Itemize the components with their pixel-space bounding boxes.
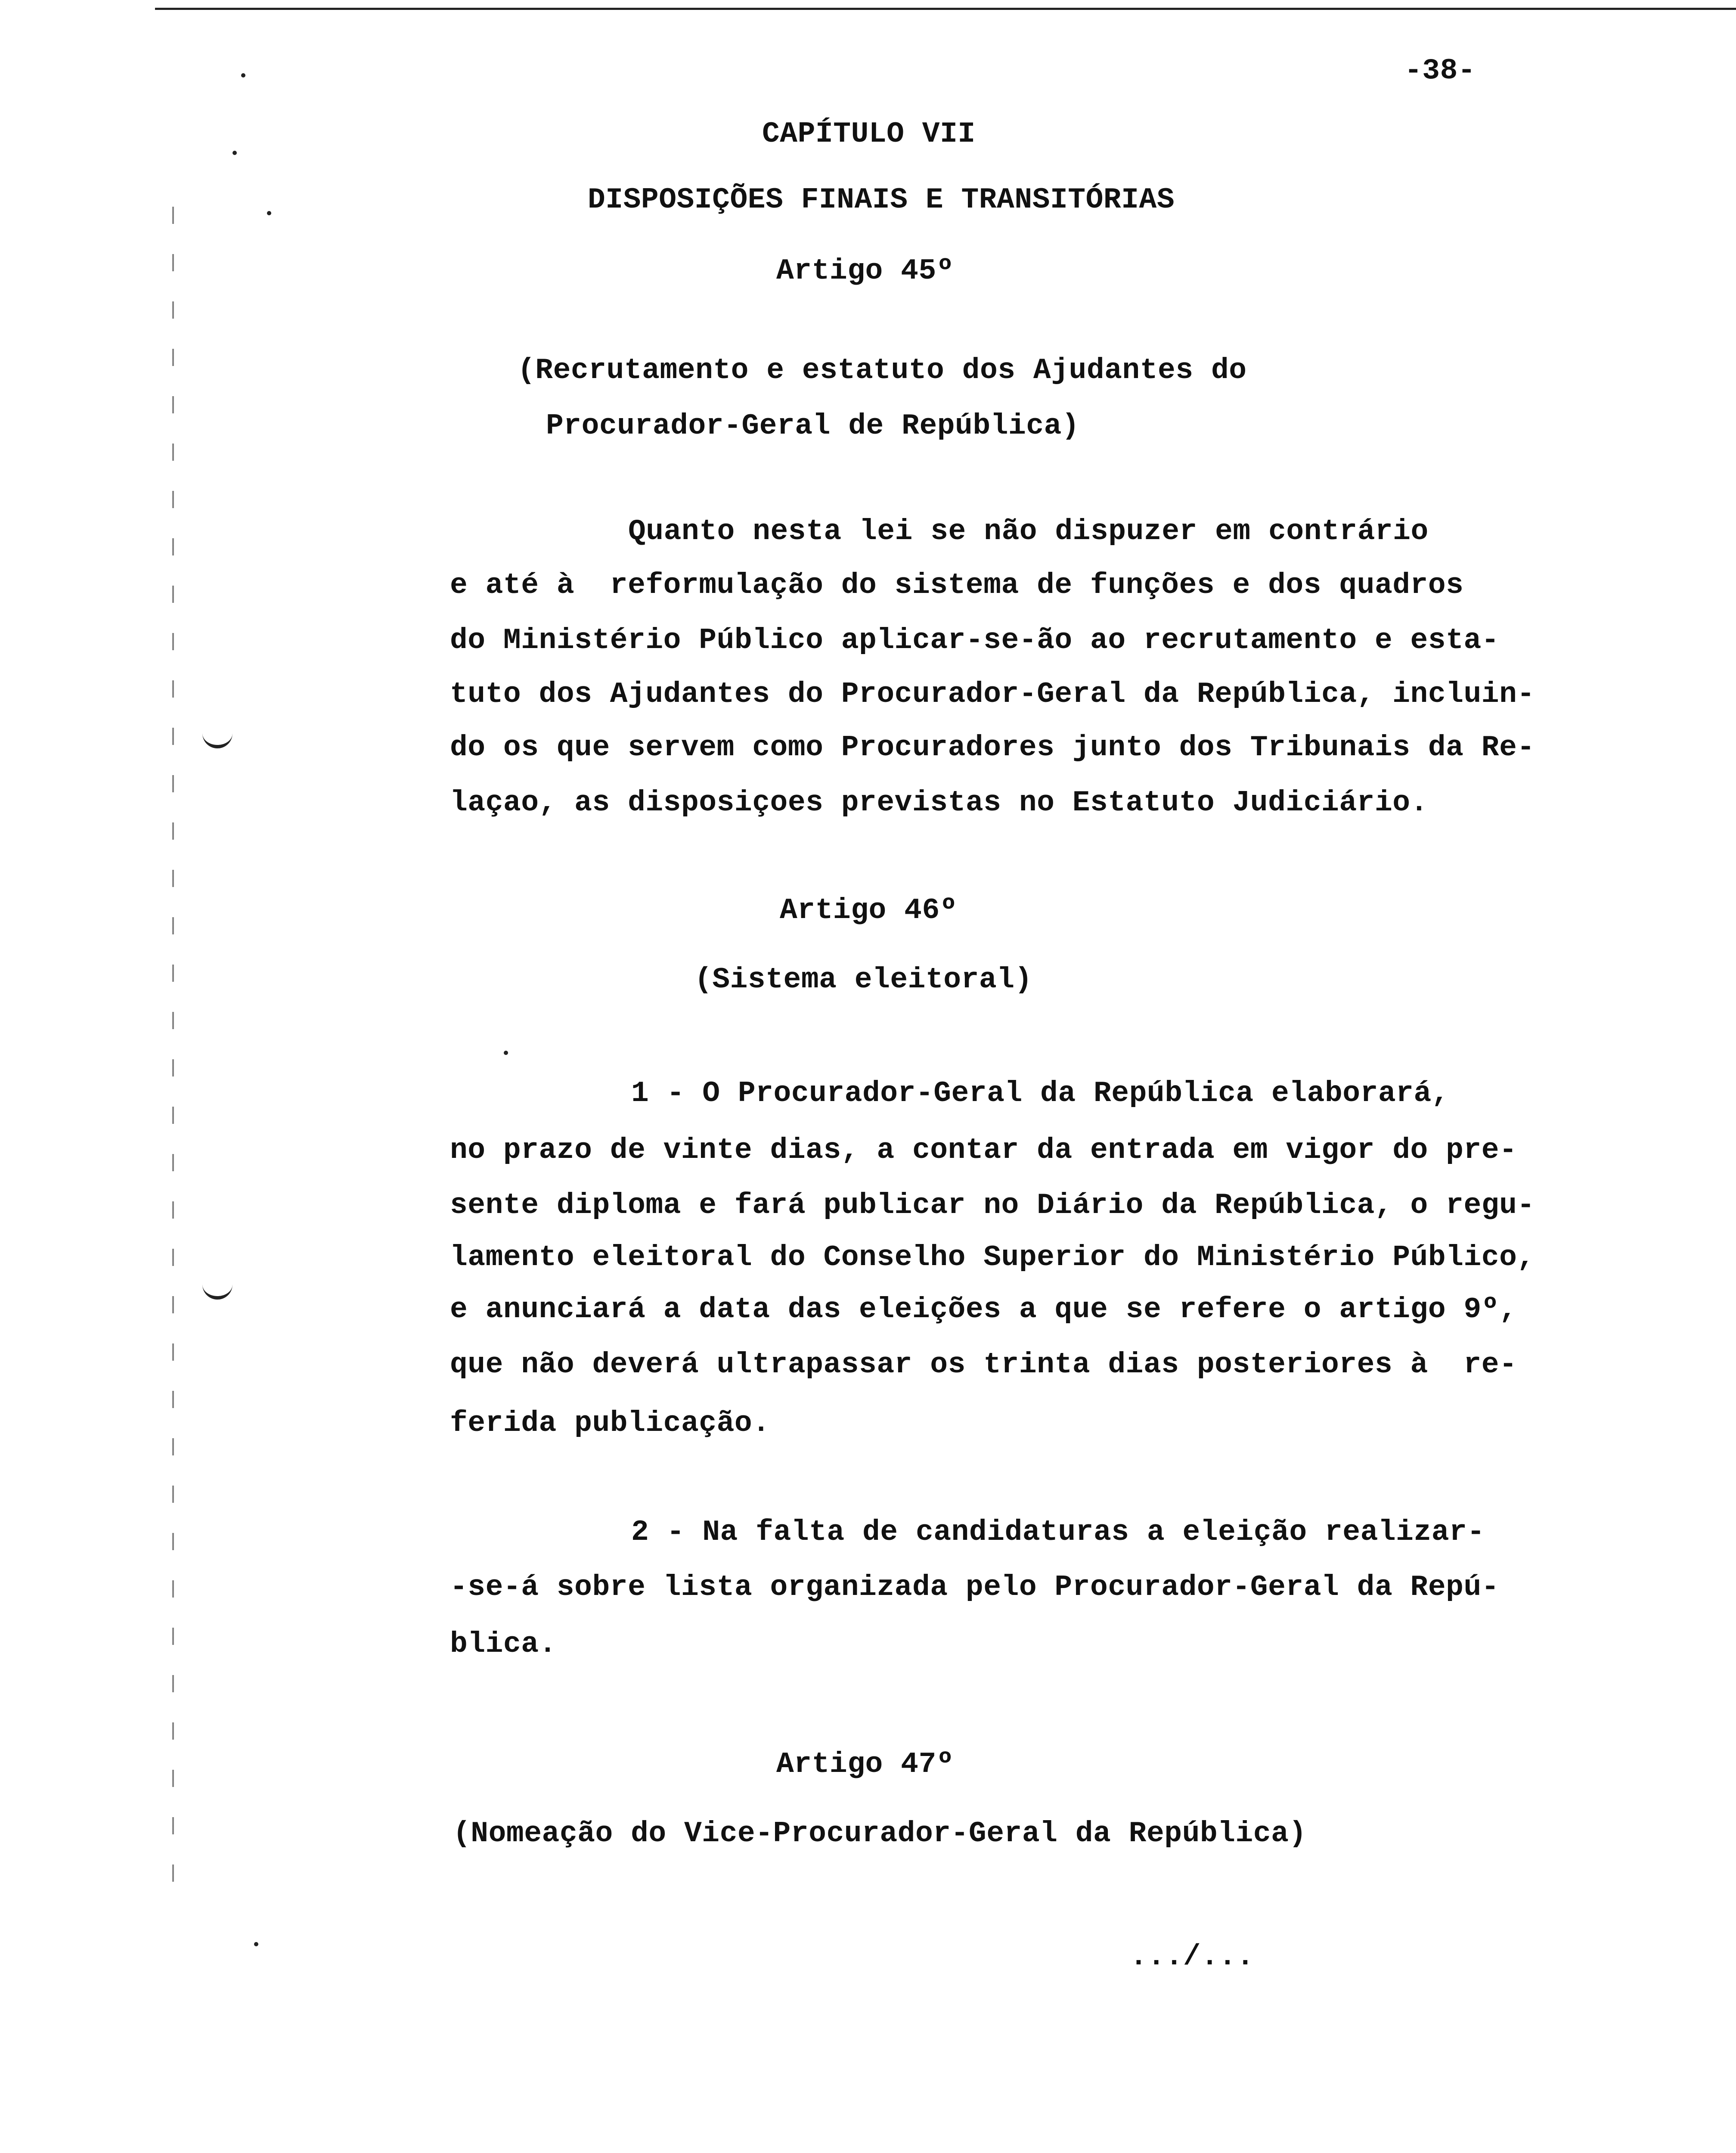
body-line: blica.	[450, 1628, 557, 1661]
body-line: ferida publicação.	[450, 1407, 770, 1440]
body-line: que não deverá ultrapassar os trinta dias posteriores à re-	[450, 1348, 1517, 1381]
body-line: 2 - Na falta de candidaturas a eleição realizar-	[631, 1516, 1485, 1549]
article-45-caption: Procurador-Geral de República)	[546, 410, 1080, 443]
body-line: tuto dos Ajudantes do Procurador-Geral da República, incluin-	[450, 678, 1535, 711]
body-line: 1 - O Procurador-Geral da República elaborará,	[631, 1077, 1450, 1110]
body-line: Quanto nesta lei se não dispuzer em contrário	[628, 515, 1429, 548]
body-line: laçao, as disposiçoes previstas no Estatuto Judiciário.	[450, 786, 1428, 819]
scan-top-edge	[155, 8, 1736, 10]
body-line: no prazo de vinte dias, a contar da entrada em vigor do pre-	[450, 1134, 1517, 1167]
article-47-heading: Artigo 47º	[776, 1748, 955, 1781]
body-line: e até à reformulação do sistema de funções e dos quadros	[450, 569, 1464, 602]
scan-speck	[267, 211, 271, 215]
body-line: do Ministério Público aplicar-se-ão ao recrutamento e esta-	[450, 624, 1500, 657]
article-47-caption: (Nomeação do Vice-Procurador-Geral da República)	[453, 1817, 1307, 1850]
scan-speck	[232, 151, 237, 155]
body-line: do os que servem como Procuradores junto dos Tribunais da Re-	[450, 731, 1535, 764]
chapter-subtitle: DISPOSIÇÕES FINAIS E TRANSITÓRIAS	[588, 183, 1175, 217]
punch-hole-mark	[202, 732, 232, 748]
article-45-caption: (Recrutamento e estatuto dos Ajudantes do	[518, 354, 1247, 387]
body-line: -se-á sobre lista organizada pelo Procurador-Geral da Repú-	[450, 1571, 1500, 1604]
scan-speck	[504, 1051, 508, 1055]
article-45-heading: Artigo 45º	[776, 254, 955, 288]
punch-hole-mark	[202, 1283, 232, 1300]
body-line: lamento eleitoral do Conselho Superior do Ministério Público,	[450, 1241, 1535, 1274]
body-line: sente diploma e fará publicar no Diário da República, o regu-	[450, 1189, 1535, 1222]
scan-speck	[254, 1942, 258, 1946]
article-46-heading: Artigo 46º	[780, 894, 958, 927]
body-line: e anunciará a data das eleições a que se refere o artigo 9º,	[450, 1293, 1517, 1326]
continuation-mark: .../...	[1130, 1940, 1255, 1973]
scan-left-margin-marks	[172, 207, 174, 1886]
article-46-caption: (Sistema eleitoral)	[694, 963, 1032, 996]
scan-speck	[241, 73, 245, 78]
page-number: -38-	[1404, 54, 1476, 87]
chapter-title: CAPÍTULO VII	[762, 118, 976, 151]
